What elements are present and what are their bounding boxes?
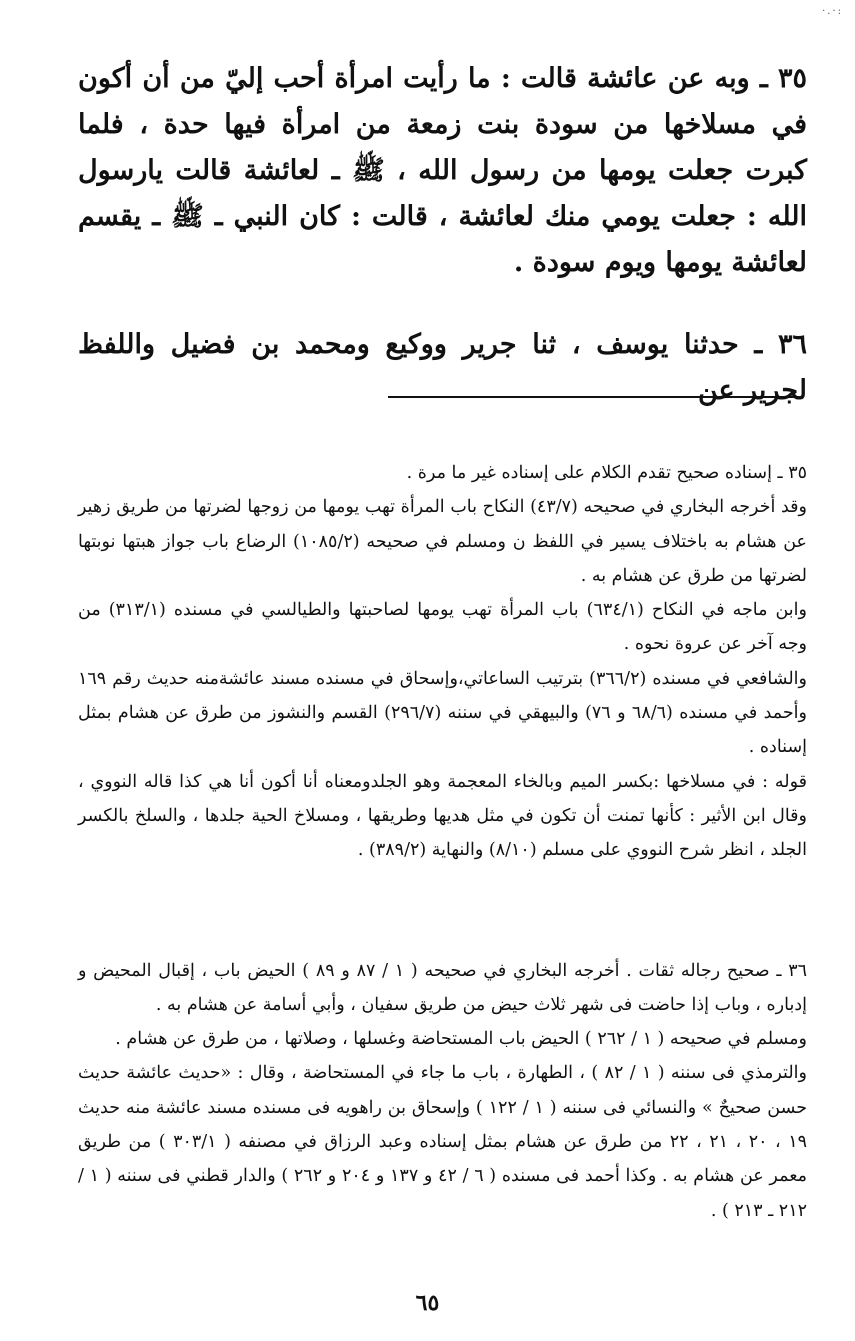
page-number: ٦٥ <box>415 1290 440 1316</box>
footnote-35-line-1: وقد أخرجه البخاري في صحيحه (٤٣/٧) النكاح باب المرأة تهب يومها من زوجها لضرتها من طريق زهير عن هشام به باختلاف يسير في اللفظ ن ومسلم في صحيحه (١٠٨٥/٢) الرضاع باب جواز هبتها نوبتها لضرتها من طرق عن هشام به . <box>78 497 808 586</box>
footnote-35-line-3: والشافعي في مسنده (٣٦٦/٢) بترتيب الساعاتي،وإسحاق في مسنده مسند عائشةمنه حديث رقم ١٦٩ وأحمد في مسنده (٦٨/٦ و ٧٦) والبيهقي في سننه (٢٩٦/٧) القسم والنشوز من طرق عن هشام بمثل إسناده . <box>78 668 807 758</box>
footnote-35-line-0: ٣٥ ـ إسناده صحيح تقدم الكلام على إسناده غير ما مرة . <box>406 463 807 483</box>
footnotes <box>78 456 807 1228</box>
hadith-35: ٣٥ ـ وبه عن عائشة قالت : ما رأيت امرأة أحب إليّ من أن أكون في مسلاخها من سودة بنت زمعة من امرأة فيها حدة ، فلما كبرت جعلت يومها من رسول الله ، ﷺ ـ لعائشة قالت يارسول الله : جعلت يومي منك لعائشة ، قالت : كان النبي ـ ﷺ ـ يقسم لعائشة يومها ويوم سودة . <box>78 63 807 278</box>
footnote-36-line-1: ومسلم في صحيحه ( ١ / ٢٦٢ ) الحيض باب المستحاضة وغسلها ، وصلاتها ، من طرق عن هشام . <box>115 1029 807 1050</box>
footnote-36-line-0: ٣٦ ـ صحيح رجاله ثقات . أخرجه البخاري في صحيحه ( ١ / ٨٧ و ٨٩ ) الحيض باب ، إقبال المحيض و إدباره ، وباب إذا حاضت فى شهر ثلاث حيض من طريق سفيان ، وأبي أسامة عن هشام به . <box>78 960 808 1015</box>
footnote-divider <box>388 396 798 398</box>
scan-specks: ·.·: <box>822 6 843 17</box>
footnote-35-line-4: قوله : في مسلاخها :بكسر الميم وبالخاء المعجمة وهو الجلدومعناه أنا أكون أنا هي كذا قاله النووي ، وقال ابن الأثير : كأنها تمنت أن تكون في مثل هديها وطريقها ، ومسلاخ الحية جلدها ، والسلخ بالكسر الجلد ، انظر شرح النووي على مسلم (٨/١٠) والنهاية (٣٨٩/٢) . <box>78 771 807 861</box>
footnote-35-line-2: وابن ماجه في النكاح (٦٣٤/١) باب المرأة تهب يومها لصاحبتها والطيالسي في مسنده (٣١٣/١) من وجه آخر عن عروة نحوه . <box>78 600 807 655</box>
footnote-36-line-2: والترمذي فى سننه ( ١ / ٨٢ ) ، الطهارة ، باب ما جاء في المستحاضة ، وقال : «حديث عائشة حديث حسن صحيحٌ » والنسائي فى سننه ( ١ / ١٢٢ ) وإسحاق بن راهويه فى مسنده مسند عائشة منه حديث ١٩ ، ٢٠ ، ٢١ ، ٢٢ من طرق عن هشام بمثل إسناده وعبد الرزاق في مصنفه ( ٣٠٣/١ ) من طريق معمر عن هشام به . وكذا أحمد فى مسنده ( ٦ / ٤٢ و ١٣٧ و ٢٠٤ و ٢٦٢ ) والدار قطني فى سننه ( ١ / ٢١٢ ـ ٢١٣ ) . <box>78 1063 808 1221</box>
hadith-36: ٣٦ ـ حدثنا يوسف ، ثنا جرير ووكيع ومحمد بن فضيل واللفظ لجرير عن <box>78 329 807 406</box>
main-text <box>78 56 807 414</box>
